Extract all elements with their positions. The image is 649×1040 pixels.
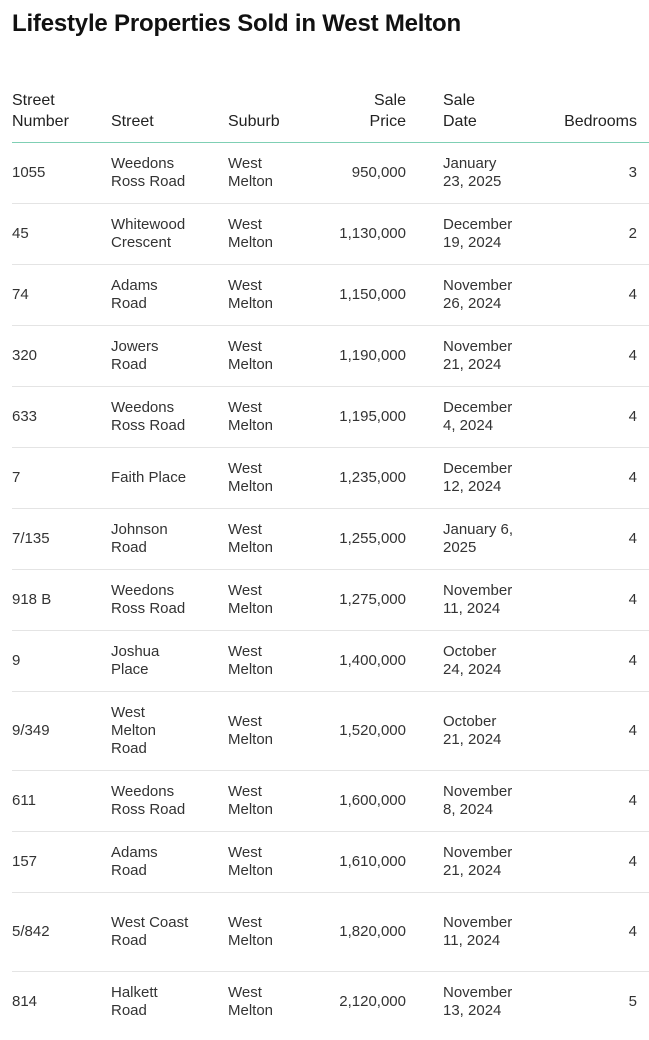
- cell-sale-date: January 6, 2025: [406, 509, 553, 570]
- cell-street-number: 814: [12, 993, 38, 1011]
- cell-spacer: [637, 692, 649, 771]
- cell-street: Whitewood Crescent: [111, 204, 228, 265]
- cell-street-number: 74: [12, 265, 111, 326]
- cell-sale-date: January 23, 2025: [406, 143, 553, 204]
- col-header-sale-price: Sale Price: [300, 90, 406, 143]
- cell-street-number: 9/349: [12, 692, 111, 771]
- table-header-row: [12, 90, 649, 143]
- table-row: [12, 204, 649, 265]
- cell-sale-date: November 21, 2024: [406, 832, 553, 893]
- cell-spacer: [637, 631, 649, 692]
- cell-spacer: [637, 570, 649, 631]
- cell-sale-price: 1,600,000: [300, 771, 406, 832]
- table-row: [12, 326, 649, 387]
- cell-sale-price: 1,820,000: [300, 893, 406, 972]
- cell-bedrooms: 4: [553, 265, 637, 326]
- cell-bedrooms: 4: [553, 448, 637, 509]
- cell-bedrooms: 4: [553, 509, 637, 570]
- cell-suburb: West Melton: [228, 832, 300, 893]
- cell-street: Weedons Ross Road: [111, 570, 228, 631]
- cell-sale-price: 2,120,000: [339, 993, 406, 1011]
- page-title: Lifestyle Properties Sold in West Melton: [12, 10, 461, 37]
- cell-street: Halkett Road: [111, 984, 158, 1020]
- cell-suburb: West Melton: [228, 204, 300, 265]
- table-row: [12, 771, 649, 832]
- cell-suburb: West Melton: [228, 984, 274, 1020]
- cell-street-number: 7/135: [12, 509, 111, 570]
- table-row: [12, 570, 649, 631]
- cell-spacer: [637, 972, 649, 1033]
- cell-suburb: West Melton: [228, 692, 300, 771]
- cell-spacer: [637, 509, 649, 570]
- cell-bedrooms: 5: [628, 993, 637, 1011]
- cell-spacer: [637, 832, 649, 893]
- cell-suburb: West Melton: [228, 893, 300, 972]
- cell-spacer: [637, 387, 649, 448]
- cell-sale-date: November 8, 2024: [406, 771, 553, 832]
- cell-sale-price: 1,235,000: [300, 448, 406, 509]
- cell-street-number: 320: [12, 326, 111, 387]
- cell-street-number: 157: [12, 832, 111, 893]
- cell-sale-date: December 19, 2024: [406, 204, 553, 265]
- cell-suburb: West Melton: [228, 570, 300, 631]
- cell-sale-date: October 21, 2024: [406, 692, 553, 771]
- col-header-spacer: [637, 90, 649, 143]
- cell-street: West Coast Road: [111, 893, 228, 972]
- cell-sale-price: 1,190,000: [300, 326, 406, 387]
- table-row: [12, 448, 649, 509]
- cell-sale-price: 1,195,000: [300, 387, 406, 448]
- cell-sale-date: November 11, 2024: [406, 570, 553, 631]
- cell-sale-date: December 4, 2024: [406, 387, 553, 448]
- col-header-street-number: Street Number: [12, 90, 111, 143]
- col-header-suburb: Suburb: [228, 90, 300, 143]
- cell-suburb: West Melton: [228, 771, 300, 832]
- cell-street: Joshua Place: [111, 631, 228, 692]
- cell-street: Adams Road: [111, 265, 228, 326]
- cell-street: Weedons Ross Road: [111, 771, 228, 832]
- col-header-street: Street: [111, 90, 228, 143]
- cell-bedrooms: 4: [553, 631, 637, 692]
- table-row: [12, 972, 649, 1033]
- cell-sale-price: 1,255,000: [300, 509, 406, 570]
- cell-street: Weedons Ross Road: [111, 387, 228, 448]
- cell-spacer: [637, 771, 649, 832]
- cell-bedrooms: 4: [553, 326, 637, 387]
- cell-street-number: 7: [12, 448, 111, 509]
- cell-sale-date: November 21, 2024: [406, 326, 553, 387]
- cell-suburb: West Melton: [228, 448, 300, 509]
- cell-spacer: [637, 143, 649, 204]
- table-row: [12, 631, 649, 692]
- cell-spacer: [637, 326, 649, 387]
- cell-sale-price: 950,000: [300, 143, 406, 204]
- cell-spacer: [637, 265, 649, 326]
- cell-sale-date: October 24, 2024: [406, 631, 553, 692]
- cell-bedrooms: 4: [553, 570, 637, 631]
- cell-spacer: [637, 893, 649, 972]
- col-header-bedrooms: Bedrooms: [553, 90, 637, 143]
- cell-street-number: 9: [12, 631, 111, 692]
- table-row: [12, 265, 649, 326]
- cell-bedrooms: 4: [553, 387, 637, 448]
- cell-suburb: West Melton: [228, 265, 300, 326]
- cell-street-number: 1055: [12, 143, 111, 204]
- table-row: [12, 509, 649, 570]
- cell-street-number: 633: [12, 387, 111, 448]
- table-row: [12, 893, 649, 972]
- col-header-sale-date: Sale Date: [406, 90, 553, 143]
- cell-street-number: 611: [12, 771, 111, 832]
- cell-bedrooms: 4: [553, 832, 637, 893]
- cell-suburb: West Melton: [228, 509, 300, 570]
- table-row: [12, 692, 649, 771]
- table-row: [12, 832, 649, 893]
- cell-sale-price: 1,150,000: [300, 265, 406, 326]
- cell-street: Weedons Ross Road: [111, 143, 228, 204]
- cell-spacer: [637, 448, 649, 509]
- cell-street: West Melton Road: [111, 692, 228, 771]
- cell-sale-date: November 11, 2024: [406, 893, 553, 972]
- cell-street: Faith Place: [111, 448, 228, 509]
- cell-suburb: West Melton: [228, 143, 300, 204]
- cell-bedrooms: 2: [553, 204, 637, 265]
- cell-sale-price: 1,400,000: [300, 631, 406, 692]
- cell-sale-price: 1,520,000: [300, 692, 406, 771]
- cell-sale-date: November 13, 2024: [443, 984, 513, 1020]
- cell-suburb: West Melton: [228, 631, 300, 692]
- cell-bedrooms: 4: [553, 893, 637, 972]
- cell-sale-date: December 12, 2024: [406, 448, 553, 509]
- cell-street: Jowers Road: [111, 326, 228, 387]
- cell-street: Adams Road: [111, 832, 228, 893]
- cell-street-number: 5/842: [12, 893, 111, 972]
- cell-bedrooms: 4: [553, 771, 637, 832]
- cell-spacer: [637, 204, 649, 265]
- cell-sale-price: 1,275,000: [300, 570, 406, 631]
- cell-bedrooms: 3: [553, 143, 637, 204]
- cell-street-number: 45: [12, 204, 111, 265]
- table-row: [12, 387, 649, 448]
- cell-sale-date: November 26, 2024: [406, 265, 553, 326]
- cell-street: Johnson Road: [111, 509, 228, 570]
- table-row: [12, 143, 649, 204]
- cell-sale-price: 1,130,000: [300, 204, 406, 265]
- cell-bedrooms: 4: [553, 692, 637, 771]
- cell-sale-price: 1,610,000: [300, 832, 406, 893]
- cell-suburb: West Melton: [228, 326, 300, 387]
- cell-street-number: 918 B: [12, 570, 111, 631]
- sales-table: [12, 90, 649, 1033]
- cell-suburb: West Melton: [228, 387, 300, 448]
